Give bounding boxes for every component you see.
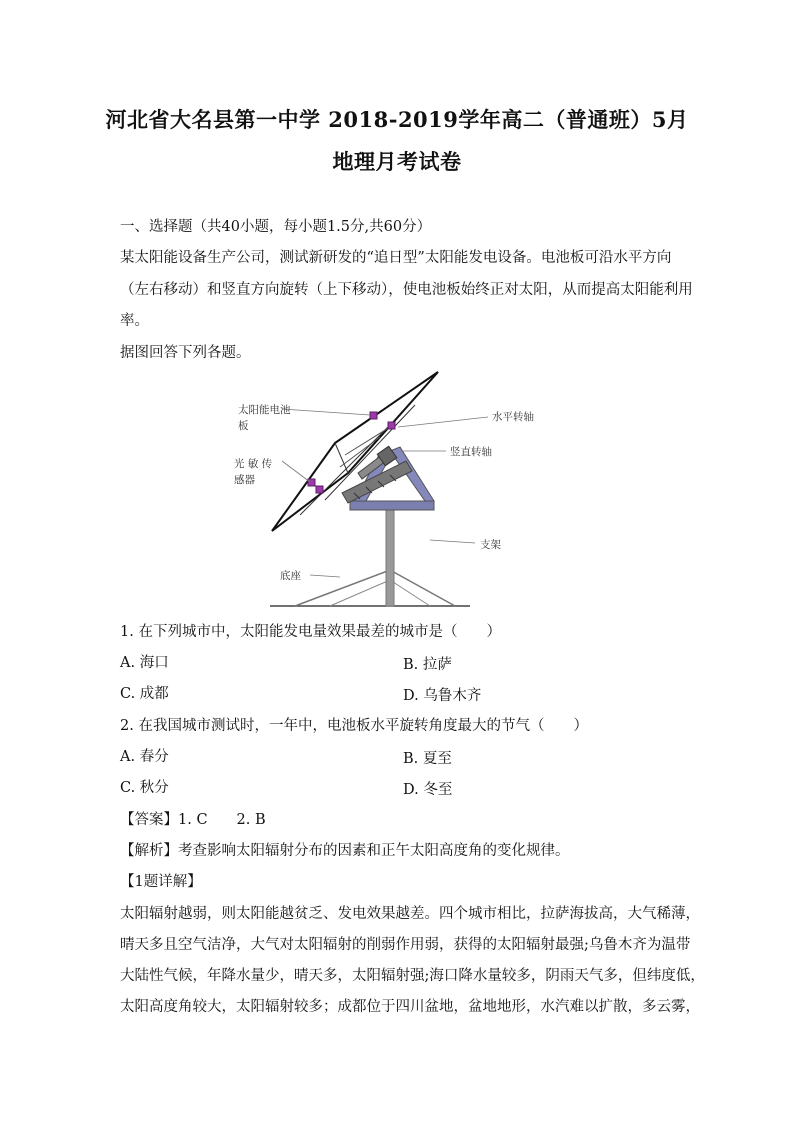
detail-1-heading: 【1题详解】 [120,874,202,890]
detail-1-line-1: 太阳辐射越弱，则太阳能越贫乏、发电效果越差。四个城市相比，拉萨海拔高，大气稀薄， [120,906,700,922]
leader-support [430,540,475,543]
detail-1-line-3: 大陆性气候，年降水量少，晴天多，太阳辐射强;海口降水量较多，阴雨天气多，但纬度低， [120,968,705,984]
question-1-option-a: A. 海口 [120,655,169,671]
detail-1-line-4: 太阳高度角较大，太阳辐射较多；成都位于四川盆地，盆地地形，水汽难以扩散，多云雾， [120,999,700,1015]
question-2-option-d: D. 冬至 [403,782,453,798]
analysis-text: 【解析】考查影响太阳辐射分布的因素和正午太阳高度角的变化规律。 [120,843,570,859]
label-solar-panel-cont: 板 [238,420,249,432]
detail-1-line-2: 晴天多且空气洁净，大气对太阳辐射的削弱作用弱，获得的太阳辐射最强;乌鲁木齐为温带 [120,937,691,953]
sensor-bottom [316,486,323,493]
label-light-sensor: 光 敏 传 [234,458,273,470]
label-solar-panel: 太阳能电池 [238,404,291,416]
answer-key: 【答案】1. C 2. B [120,812,266,828]
section-heading: 一、选择题（共40小题，每小题1.5分,共60分） [120,219,432,235]
intro-line-4: 据图回答下列各题。 [120,345,251,361]
label-light-sensor-cont: 感器 [234,474,255,486]
solar-tracker-diagram [230,365,570,610]
intro-line-1: 某太阳能设备生产公司，测试新研发的“追日型”太阳能发电设备。电池板可沿水平方向 [120,250,672,266]
question-1-option-d: D. 乌鲁木齐 [403,688,482,704]
leader-h-axis [398,417,488,427]
base-leg-left-inner [330,580,390,606]
question-1-stem: 1. 在下列城市中，太阳能发电量效果最差的城市是（ ） [120,624,501,640]
exam-title-line-1: 河北省大名县第一中学 2018-2019学年高二（普通班）5月 [105,107,689,132]
leader-sensor [282,461,310,482]
leader-panel [282,409,370,415]
question-2-stem: 2. 在我国城市测试时，一年中，电池板水平旋转角度最大的节气（ ） [120,718,588,734]
question-1-option-b: B. 拉萨 [403,657,452,673]
label-horizontal-axis: 水平转轴 [492,411,534,423]
sensor-top [370,412,377,419]
sensor-left [308,479,315,486]
sensor-mid [388,422,395,429]
intro-line-3: 率。 [120,313,149,329]
label-vertical-axis: 竖直转轴 [450,446,492,458]
leader-base [310,575,340,577]
support-pole [386,510,394,606]
label-base: 底座 [280,570,301,582]
intro-line-2: （左右移动）和竖直方向旋转（上下移动），使电池板始终正对太阳，从而提高太阳能利用 [120,282,693,298]
exam-title-line-2: 地理月考试卷 [332,149,462,174]
platform-bar [350,501,434,510]
question-2-option-b: B. 夏至 [403,751,452,767]
question-2-option-a: A. 春分 [120,749,169,765]
question-2-option-c: C. 秋分 [120,780,169,796]
base-leg-right-inner [390,580,430,606]
question-1-option-c: C. 成都 [120,686,169,702]
label-support: 支架 [480,539,501,551]
